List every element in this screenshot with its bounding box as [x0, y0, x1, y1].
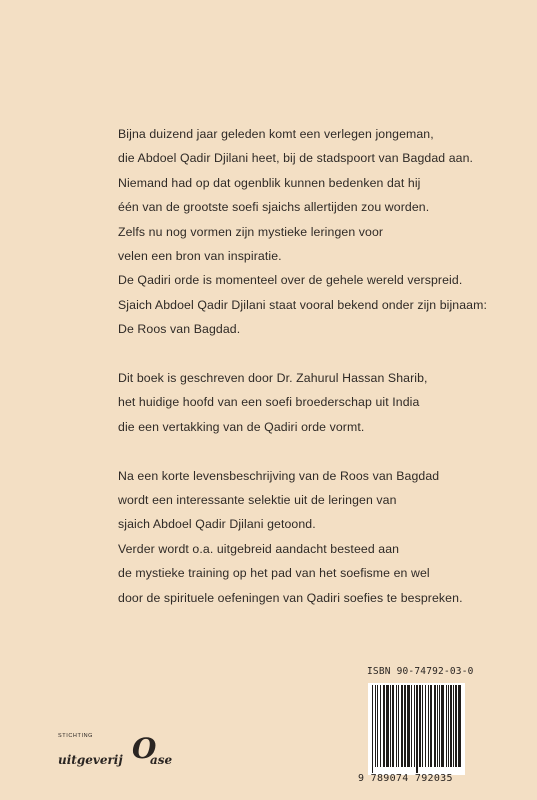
blurb-paragraph-3	[118, 464, 528, 610]
barcode-bar	[375, 685, 376, 767]
blurb-line: sjaich Abdoel Qadir Djilani getoond.	[118, 517, 316, 532]
barcode-bar	[422, 685, 423, 767]
barcode-bar	[439, 685, 440, 767]
barcode-bar	[398, 685, 399, 767]
isbn-label: ISBN 90-74792-03-0	[367, 666, 474, 677]
blurb-line: Niemand had op dat ogenblik kunnen bedenken dat hij	[118, 175, 421, 190]
blurb-line: Bijna duizend jaar geleden komt een verlegen jongeman,	[118, 127, 434, 141]
barcode-bar	[441, 685, 444, 767]
blurb-line: Zelfs nu nog vormen zijn mystieke leringen voor	[118, 224, 384, 239]
blurb-line: die een vertakking van de Qadiri orde vormt.	[118, 419, 365, 434]
blurb-line: Sjaich Abdoel Qadir Djilani staat vooral bekend onder zijn bijnaam:	[118, 297, 487, 312]
barcode-bar	[383, 685, 385, 767]
barcode-bar	[411, 685, 412, 767]
blurb-paragraph-2	[118, 366, 528, 439]
barcode-bar	[416, 685, 418, 773]
blurb-line: die Abdoel Qadir Djilani heet, bij de stadspoort van Bagdad aan.	[118, 151, 474, 166]
barcode-bar	[380, 685, 381, 767]
blurb-line: Na een korte levensbeschrijving van de Roos van Bagdad	[118, 468, 440, 483]
barcode-bar	[428, 685, 429, 767]
barcode-bar	[425, 685, 426, 767]
barcode-bar	[430, 685, 432, 767]
barcode-bar	[414, 685, 415, 767]
barcode-digits: 9 789074 792035	[358, 773, 453, 784]
publisher-small-label: STICHTING	[58, 733, 94, 739]
barcode-bar	[453, 685, 454, 767]
barcode-bar	[401, 685, 403, 767]
barcode-bar	[396, 685, 397, 767]
blurb-line: wordt een interessante selektie uit de leringen van	[118, 493, 397, 508]
barcode-bar	[434, 685, 436, 767]
barcode-bar	[419, 685, 421, 767]
barcode-bar	[450, 685, 452, 767]
barcode-bar	[386, 685, 389, 767]
blurb-line: De Roos van Bagdad.	[118, 322, 241, 337]
blurb-line: velen een bron van inspiratie.	[118, 249, 282, 264]
blurb-line: het huidige hoofd van een soefi broederschap uit India	[118, 395, 420, 410]
blurb-paragraph-1	[118, 122, 528, 342]
barcode	[368, 683, 465, 775]
barcode-bar	[377, 685, 378, 767]
back-cover-blurb	[118, 122, 528, 634]
blurb-line: één van de grootste soefi sjaichs allertijden zou worden.	[118, 200, 430, 215]
barcode-bar	[390, 685, 391, 767]
publisher-name-left: uitgeverij	[58, 753, 123, 767]
barcode-bar	[372, 685, 373, 773]
barcode-bar	[446, 685, 447, 767]
barcode-bar	[404, 685, 406, 767]
barcode-bar	[448, 685, 449, 767]
blurb-line: door de spirituele oefeningen van Qadiri soefies te bespreken.	[118, 590, 463, 605]
barcode-bar	[407, 685, 410, 767]
publisher-name-right: ase	[150, 753, 173, 767]
blurb-line: De Qadiri orde is momenteel over de gehele wereld verspreid.	[118, 273, 463, 288]
barcode-bar	[455, 685, 457, 767]
barcode-bar	[458, 685, 461, 767]
blurb-line: Verder wordt o.a. uitgebreid aandacht besteed aan	[118, 541, 400, 556]
barcode-bar	[437, 685, 438, 767]
barcode-bar	[392, 685, 394, 767]
blurb-line: Dit boek is geschreven door Dr. Zahurul Hassan Sharib,	[118, 371, 428, 386]
blurb-line: de mystieke training op het pad van het soefisme en wel	[118, 566, 430, 581]
publisher-o-mark: O	[132, 732, 157, 765]
